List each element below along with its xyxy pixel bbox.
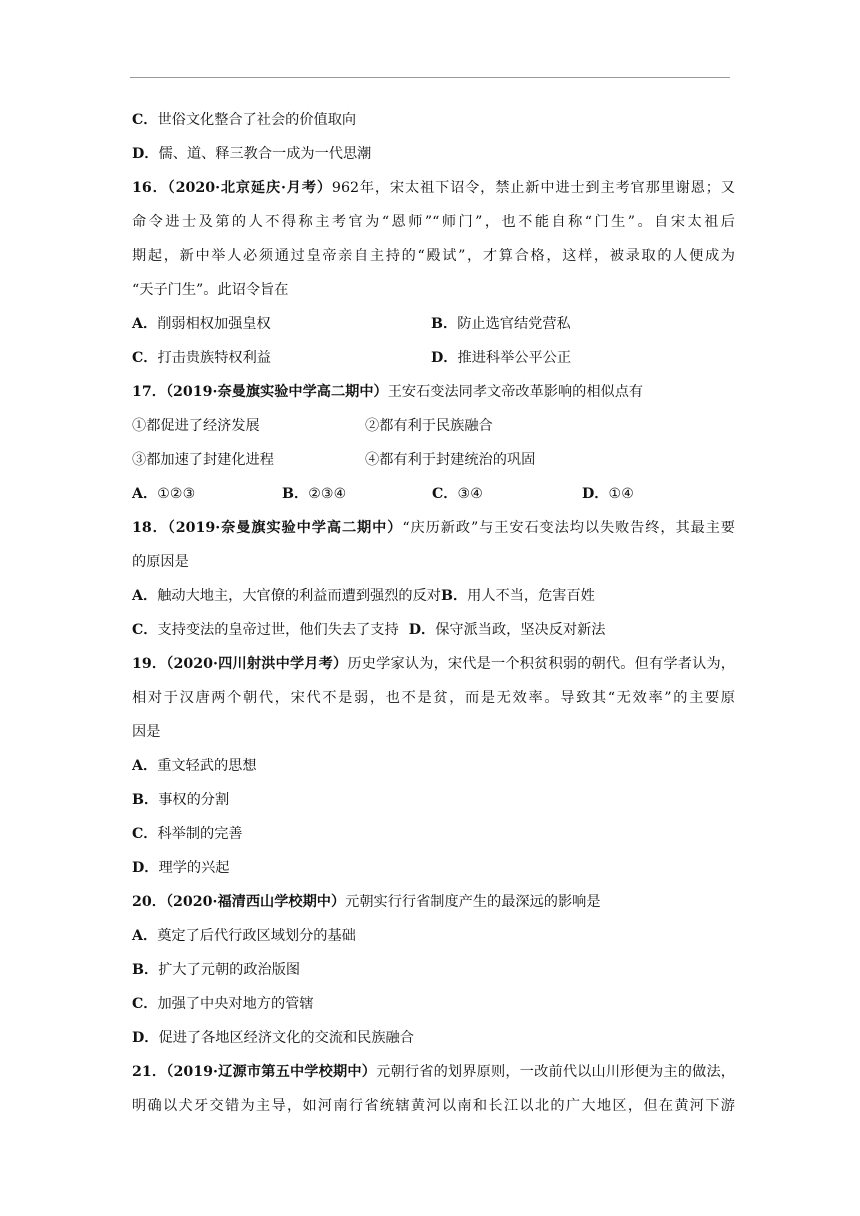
q19-stem-line-2: 相对于汉唐两个朝代，宋代不是弱，也不是贫，而是无效率。导致其“无效率”的主要原 xyxy=(132,690,735,706)
question-source: （2020·福清西山学校期中） xyxy=(165,894,346,910)
question-source: （2019·辽源市第五中学校期中） xyxy=(166,1064,377,1080)
option-letter: B． xyxy=(282,486,309,502)
q17-option-c xyxy=(432,477,582,511)
option-letter: A． xyxy=(132,928,158,944)
document-body xyxy=(132,103,735,1123)
q20-option-d xyxy=(132,1021,735,1055)
q19-stem-line-3: 因是 xyxy=(132,724,161,740)
q18-option-d xyxy=(409,622,606,638)
q19-option-b xyxy=(132,783,735,817)
option-letter: D． xyxy=(132,1030,159,1046)
q19-stem-line-1 xyxy=(132,647,735,681)
q15-option-d xyxy=(132,137,735,171)
option-letter: C． xyxy=(132,996,158,1012)
q16-option-d xyxy=(431,341,571,375)
option-text: 用人不当，危害百姓 xyxy=(467,588,595,604)
question-number: 20． xyxy=(132,894,166,910)
question-source: （2019·奈曼旗实验中学高二期中） xyxy=(165,384,388,400)
q18-options-row-1 xyxy=(132,579,735,613)
question-source: （2020·北京延庆·月考） xyxy=(167,180,332,196)
q18-option-c xyxy=(132,622,399,638)
q17-item-1: ①都促进了经济发展 xyxy=(132,418,260,434)
stem-text: “庆历新政”与王安石变法均以失败告终，其最主要 xyxy=(402,520,735,536)
question-number: 16． xyxy=(132,180,168,196)
option-letter: B． xyxy=(132,792,159,808)
q17-items-row-1 xyxy=(132,409,735,443)
option-text: 理学的兴起 xyxy=(158,860,230,876)
q17-item-2: ②都有利于民族融合 xyxy=(365,418,493,434)
q16-options-row-2 xyxy=(132,341,735,375)
option-letter: A． xyxy=(132,486,158,502)
question-number: 21． xyxy=(132,1064,167,1080)
q21-stem-line-2: 明确以犬牙交错为主导，如河南行省统辖黄河以南和长江以北的广大地区，但在黄河下游 xyxy=(132,1098,735,1114)
option-text: 削弱相权加强皇权 xyxy=(157,316,271,332)
q20-option-a xyxy=(132,919,735,953)
question-number: 17． xyxy=(132,384,166,400)
q17-option-b xyxy=(282,477,432,511)
q18-option-a xyxy=(132,588,441,604)
header-rule xyxy=(130,77,730,78)
option-text: ②③④ xyxy=(308,486,347,502)
question-source: （2020·四川射洪中学月考） xyxy=(166,656,348,672)
option-text: 触动大地主，大官僚的利益而遭到强烈的反对 xyxy=(157,588,441,604)
q17-option-d xyxy=(582,477,634,511)
option-letter: D． xyxy=(132,860,159,876)
option-text: 支持变法的皇帝过世，他们失去了支持 xyxy=(157,622,399,638)
q17-options-row xyxy=(132,477,735,511)
option-text: 事权的分割 xyxy=(158,792,230,808)
option-letter: A． xyxy=(132,588,158,604)
stem-text: 历史学家认为，宋代是一个积贫积弱的朝代。但有学者认为， xyxy=(347,656,735,672)
option-text: 防止选官结党营私 xyxy=(457,316,571,332)
option-text: 重文轻武的思想 xyxy=(157,758,257,774)
q17-stem xyxy=(132,375,735,409)
option-letter: D． xyxy=(582,486,609,502)
option-text: ①④ xyxy=(608,486,634,502)
option-text: ③④ xyxy=(457,486,483,502)
q19-option-c xyxy=(132,817,735,851)
option-letter: C． xyxy=(132,350,158,366)
option-text: 推进科举公平公正 xyxy=(457,350,572,366)
option-text: 世俗文化整合了社会的价值取向 xyxy=(157,112,357,128)
q18-option-b xyxy=(441,588,595,604)
q16-stem-line-4: “天子门生”。此诏令旨在 xyxy=(132,282,289,298)
q18-options-row-2 xyxy=(132,613,735,647)
q18-stem-line-1 xyxy=(132,511,735,545)
q17-option-a xyxy=(132,477,282,511)
option-letter: B． xyxy=(132,962,159,978)
q20-option-c xyxy=(132,987,735,1021)
q19-option-d xyxy=(132,851,735,885)
option-text: 儒、道、释三教合一成为一代思潮 xyxy=(158,146,372,162)
q20-stem xyxy=(132,885,735,919)
option-letter: A． xyxy=(132,758,158,774)
q16-stem-line-3: 期起，新中举人必须通过皇帝亲自主持的“殿试”，才算合格，这样，被录取的人便成为 xyxy=(132,248,735,264)
q17-item-3: ③都加速了封建化进程 xyxy=(132,452,274,468)
q16-option-a xyxy=(132,307,431,341)
option-letter: B． xyxy=(440,588,468,604)
option-letter: C． xyxy=(132,112,158,128)
q19-option-a xyxy=(132,749,735,783)
q18-stem-line-2: 的原因是 xyxy=(132,554,189,570)
option-text: 加强了中央对地方的管辖 xyxy=(157,996,314,1012)
question-number: 18． xyxy=(132,520,168,536)
option-text: 保守派当政，坚决反对新法 xyxy=(435,622,606,638)
option-letter: D． xyxy=(408,622,436,638)
option-letter: A． xyxy=(132,316,158,332)
q15-option-c xyxy=(132,103,735,137)
option-text: ①②③ xyxy=(157,486,196,502)
option-letter: C． xyxy=(132,826,158,842)
option-text: 科举制的完善 xyxy=(157,826,243,842)
stem-text: 962年，宋太祖下诏令，禁止新中进士到主考官那里谢恩；又 xyxy=(331,180,735,196)
option-text: 打击贵族特权利益 xyxy=(157,350,271,366)
q20-option-b xyxy=(132,953,735,987)
option-letter: C． xyxy=(132,622,158,638)
q16-option-c xyxy=(132,341,431,375)
stem-text: 王安石变法同孝文帝改革影响的相似点有 xyxy=(387,384,644,400)
q21-stem-line-1 xyxy=(132,1055,735,1089)
option-letter: D． xyxy=(132,146,159,162)
q17-item-4: ④都有利于封建统治的巩固 xyxy=(365,452,536,468)
q17-items-row-2 xyxy=(132,443,735,477)
stem-text: 元朝行省的划界原则，一改前代以山川形便为主的做法， xyxy=(376,1064,735,1080)
option-letter: D． xyxy=(431,350,458,366)
q16-stem-line-1 xyxy=(132,171,735,205)
q16-options-row-1 xyxy=(132,307,735,341)
option-letter: B． xyxy=(431,316,458,332)
option-text: 奠定了后代行政区域划分的基础 xyxy=(157,928,356,944)
option-text: 促进了各地区经济文化的交流和民族融合 xyxy=(158,1030,414,1046)
question-number: 19． xyxy=(132,656,167,672)
stem-text: 元朝实行行省制度产生的最深远的影响是 xyxy=(345,894,601,910)
option-text: 扩大了元朝的政治版图 xyxy=(158,962,301,978)
q16-option-b xyxy=(431,307,571,341)
option-letter: C． xyxy=(432,486,458,502)
question-source: （2019·奈曼旗实验中学高二期中） xyxy=(167,520,403,536)
q16-stem-line-2: 命令进士及第的人不得称主考官为“恩师”“师门”，也不能自称“门生”。自宋太祖后 xyxy=(132,214,735,230)
